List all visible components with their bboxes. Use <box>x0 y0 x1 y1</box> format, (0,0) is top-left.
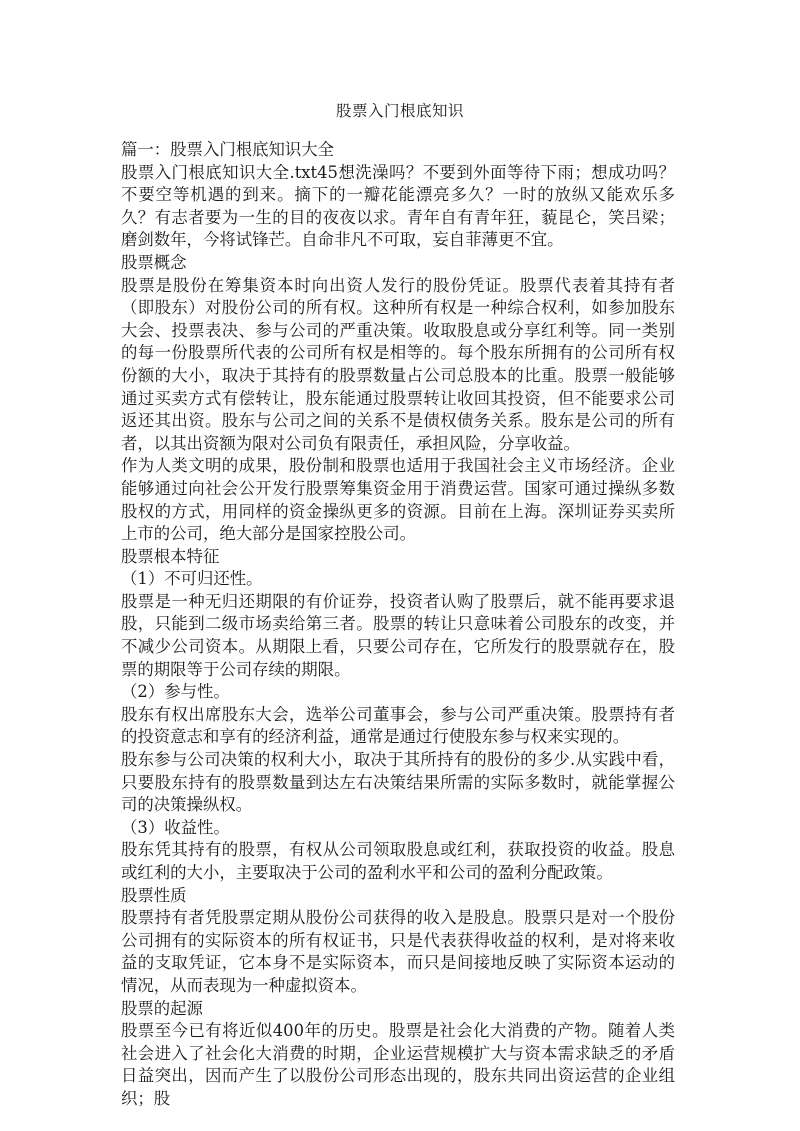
paragraph: 股东参与公司决策的权利大小，取决于其所持有的股份的多少.从实践中看，只要股东持有的股票数量到达左右决策结果所需的实际多数时，就能掌握公司的决策操纵权。 <box>121 750 675 815</box>
section-heading: 股票根本特征 <box>121 546 220 566</box>
document-body <box>121 139 675 1111</box>
list-item: （3）收益性。 <box>121 817 230 837</box>
paragraph: 股票入门根底知识大全.txt45想洗澡吗？不要到外面等待下雨；想成功吗？不要空等机遇的到来。摘下的一瓣花能漂亮多久？一时的放纵又能欢乐多久？有志者要为一生的目的夜夜以求。青年自有青年狂，藐昆仑，笑吕梁；磨剑数年，今将试锋芒。自命非凡不可取，妄自菲薄更不宜。 <box>121 162 675 250</box>
list-item: （2）参与性。 <box>121 682 230 702</box>
paragraph: 作为人类文明的成果，股份制和股票也适用于我国社会主义市场经济。企业能够通过向社会公开发行股票筹集资金用于消费运营。国家可通过操纵多数股权的方式，用同样的资金操纵更多的资源。目前在上海。深圳证券买卖所上市的公司，绝大部分是国家控股公司。 <box>121 456 675 544</box>
list-item: （1）不可归还性。 <box>121 569 263 589</box>
paragraph: 股票持有者凭股票定期从股份公司获得的收入是股息。股票只是对一个股份公司拥有的实际资本的所有权证书，只是代表获得收益的权利，是对将来收益的支取凭证，它本身不是实际资本，而只是间接地反映了实际资本运动的情况，从而表现为一种虚拟资本。 <box>121 908 675 995</box>
paragraph: 股票至今已有将近似400年的历史。股票是社会化大消费的产物。随着人类社会进入了社会化大消费的时期，企业运营规模扩大与资本需求缺乏的矛盾日益突出，因而产生了以股份公司形态出现的，股东共同出资运营的企业组织；股 <box>121 1021 675 1108</box>
document-title: 股票入门根底知识 <box>335 102 464 120</box>
paragraph: 股东有权出席股东大会，选举公司董事会，参与公司严重决策。股票持有者的投资意志和享有的经济利益，通常是通过行使股东参与权来实现的。 <box>121 704 675 747</box>
paragraph: 股票是一种无归还期限的有价证券，投资者认购了股票后，就不能再要求退股，只能到二级市场卖给第三者。股票的转让只意味着公司股东的改变，并不减少公司资本。从期限上看，只要公司存在，它所发行的股票就存在，股票的期限等于公司存续的期限。 <box>121 591 675 679</box>
section-heading: 篇一：股票入门根底知识大全 <box>121 140 335 159</box>
paragraph: 股票是股份在筹集资本时向出资人发行的股份凭证。股票代表着其持有者（即股东）对股份公司的所有权。这种所有权是一种综合权利，如参加股东大会、投票表决、参与公司的严重决策。收取股息或分享红利等。同一类别的每一份股票所代表的公司所有权是相等的。每个股东所拥有的公司所有权份额的大小，取决于其持有的股票数量占公司总股本的比重。股票一般能够通过买卖方式有偿转让，股东能通过股票转让收回其投资，但不能要求公司返还其出资。股东与公司之间的关系不是债权债务关系。股东是公司的所有者，以其出资额为限对公司负有限责任，承担风险，分享收益。 <box>121 275 675 453</box>
section-heading: 股票性质 <box>121 885 187 905</box>
section-heading: 股票概念 <box>121 252 187 272</box>
section-heading: 股票的起源 <box>121 998 203 1018</box>
paragraph: 股东凭其持有的股票，有权从公司领取股息或红利，获取投资的收益。股息或红利的大小，主要取决于公司的盈利水平和公司的盈利分配政策。 <box>121 840 675 882</box>
